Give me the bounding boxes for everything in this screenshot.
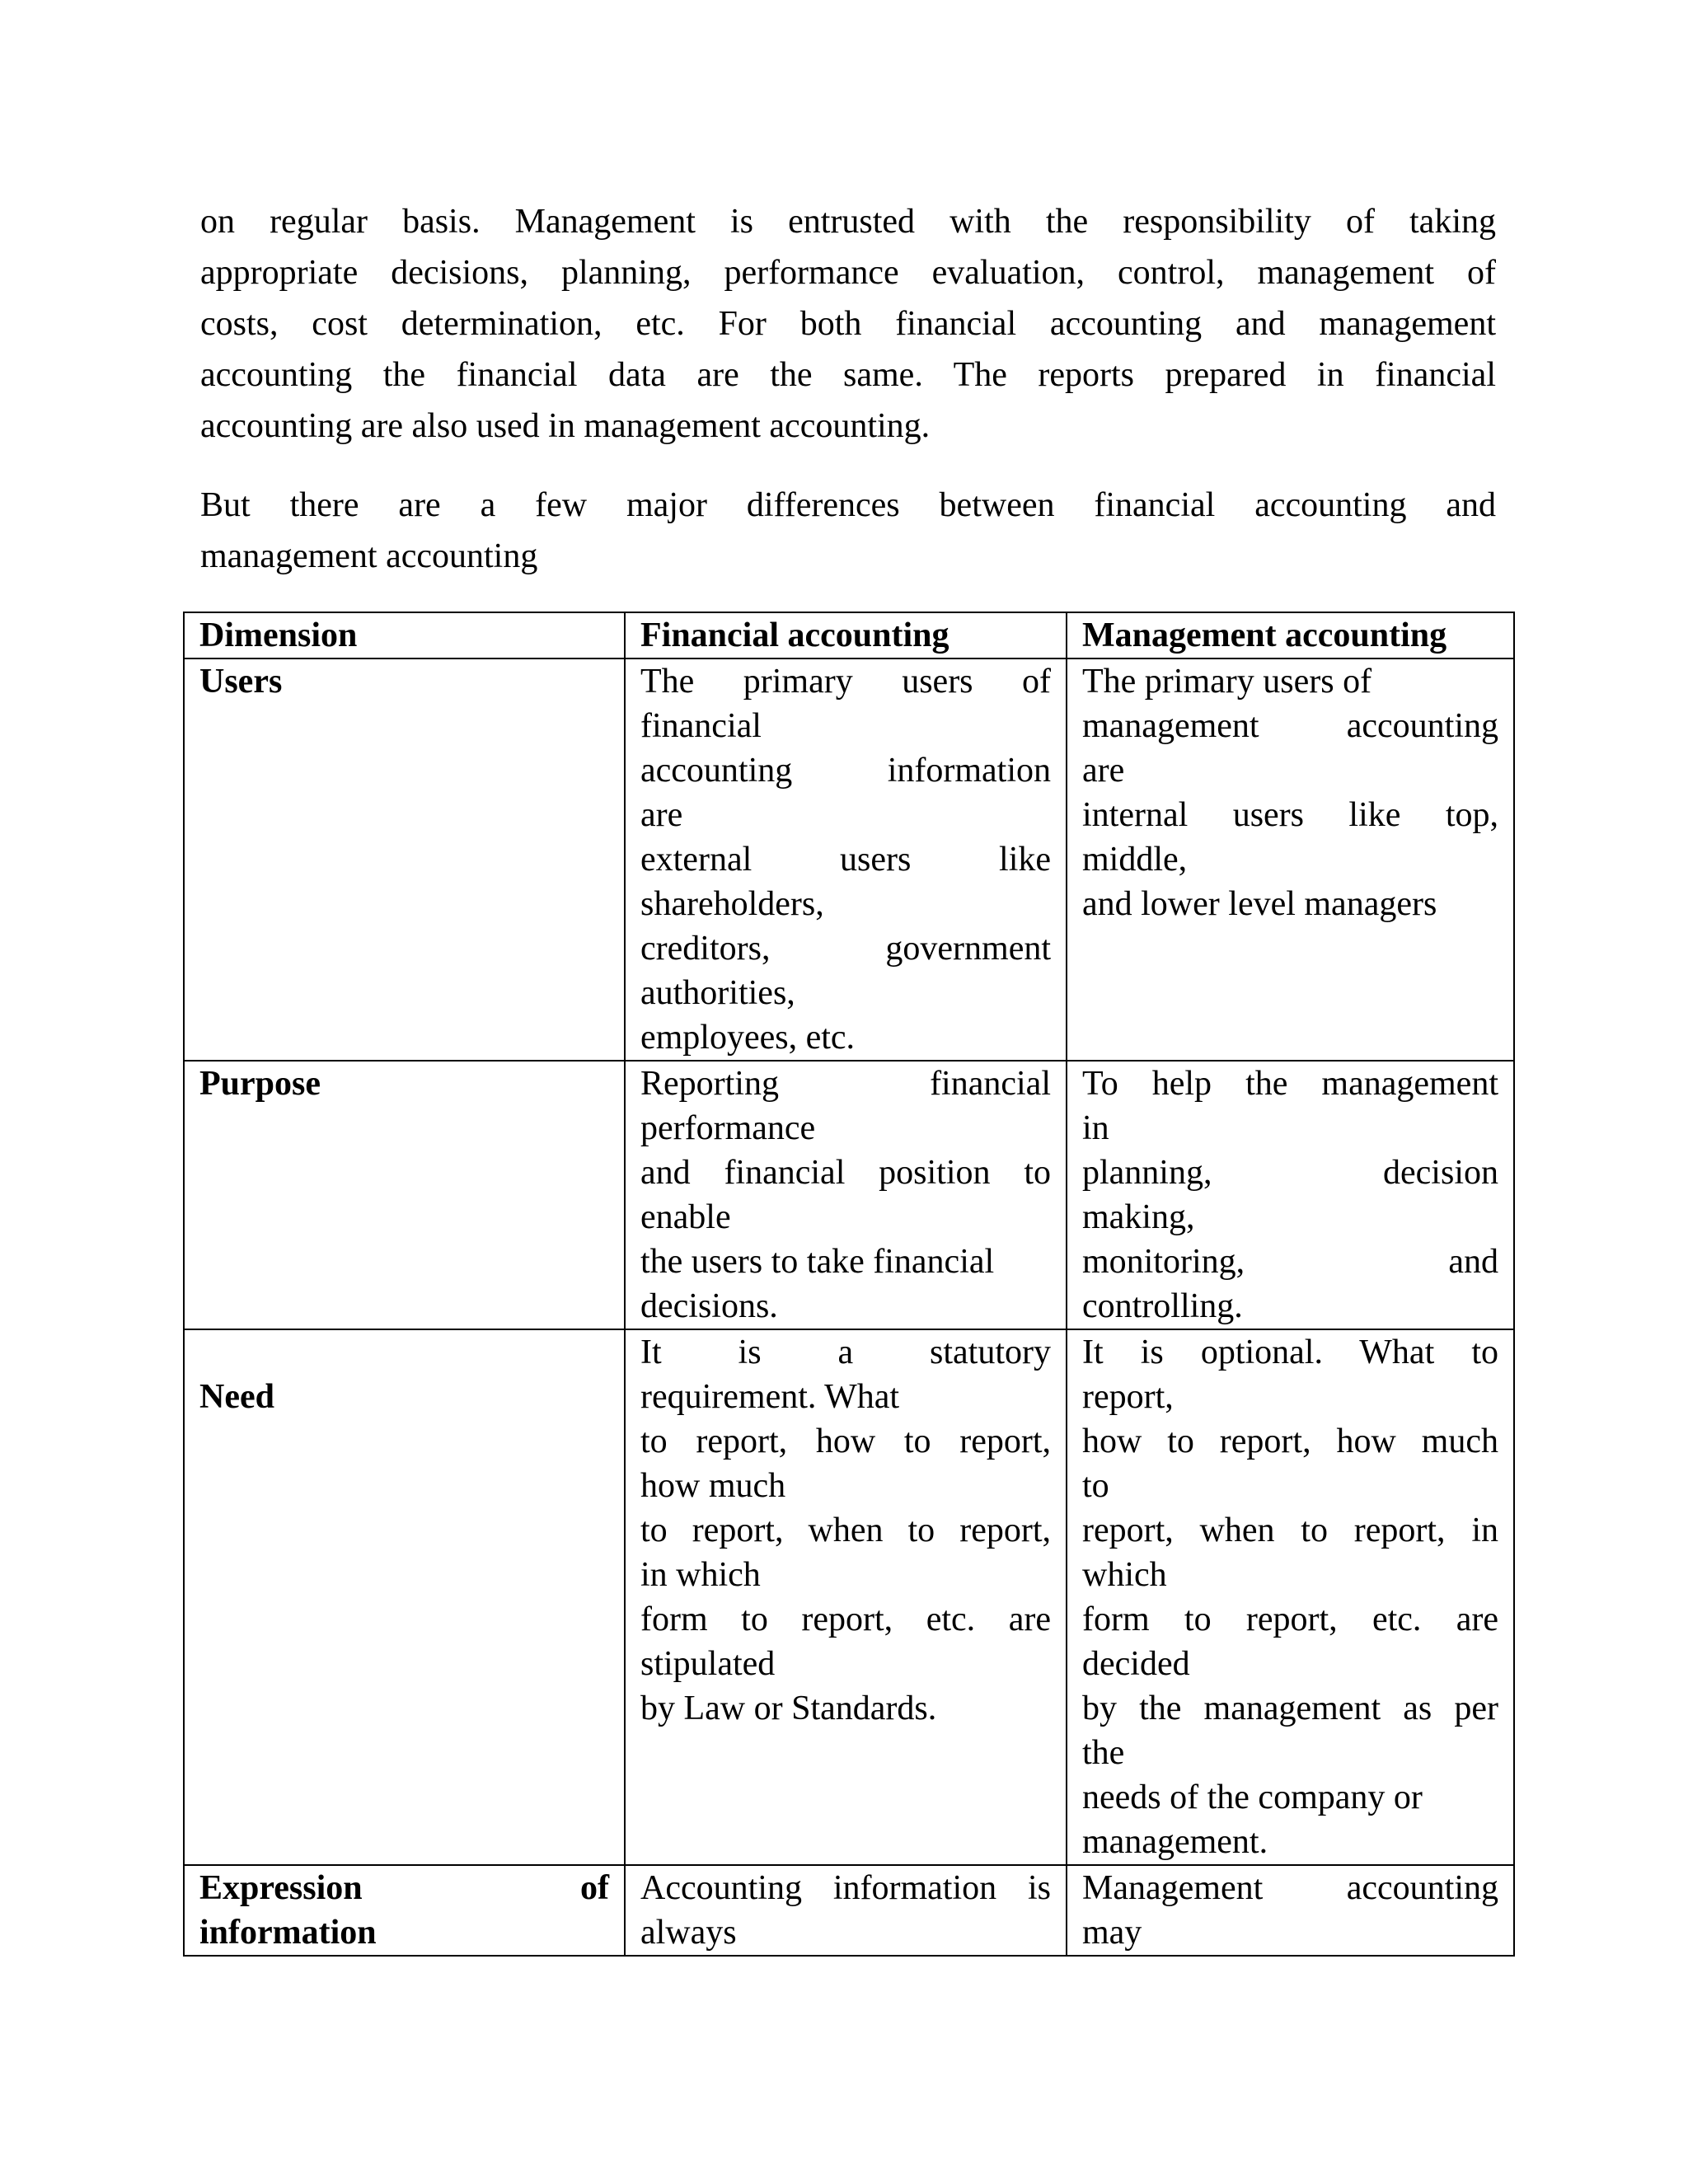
cell-management-expression — [1067, 1865, 1514, 1956]
cell-line: how to report, how much — [1082, 1422, 1498, 1460]
cell-line: may — [1082, 1914, 1142, 1952]
table-row — [184, 1329, 1514, 1865]
cell-line: monitoring, and — [1082, 1243, 1498, 1281]
header-dimension: Dimension — [184, 612, 625, 658]
cell-line: internal users like top, — [1082, 796, 1498, 834]
cell-financial-users — [625, 658, 1067, 1061]
cell-line: shareholders, — [640, 885, 824, 923]
cell-line: making, — [1082, 1198, 1195, 1236]
cell-management-purpose — [1067, 1061, 1514, 1329]
cell-line: Accounting information is — [640, 1869, 1051, 1907]
cell-line: Purpose — [199, 1065, 321, 1103]
cell-line: report, — [1082, 1378, 1174, 1416]
cell-line: performance — [640, 1109, 816, 1147]
cell-line: to — [1082, 1467, 1109, 1505]
text-line: on regular basis. Management is entrusted with the responsibility of taking — [200, 203, 1496, 241]
cell-line: Need — [199, 1378, 274, 1416]
text-line: accounting the financial data are the same. The reports prepared in financial — [200, 356, 1496, 394]
cell-line: controlling. — [1082, 1287, 1243, 1325]
text-line: costs, cost determination, etc. For both financial accounting and management — [200, 305, 1496, 343]
cell-line: stipulated — [640, 1645, 776, 1683]
cell-line: in which — [640, 1556, 761, 1594]
cell-line: requirement. What — [640, 1378, 900, 1416]
cell-line: employees, etc. — [640, 1019, 856, 1057]
cell-line: needs of the company or — [1082, 1779, 1423, 1816]
table-row — [184, 1061, 1514, 1329]
cell-line: by Law or Standards. — [640, 1690, 937, 1727]
cell-line: are — [1082, 752, 1125, 790]
cell-line: the — [1082, 1734, 1125, 1772]
cell-line: in — [1082, 1109, 1109, 1147]
cell-line: authorities, — [640, 974, 795, 1012]
cell-line: financial — [640, 707, 762, 745]
cell-line: to report, when to report, — [640, 1511, 1051, 1549]
row-label-need — [184, 1329, 625, 1865]
text-line: But there are a few major differences between financial accounting and — [200, 486, 1496, 524]
cell-line: form to report, etc. are — [1082, 1601, 1498, 1638]
differences-paragraph — [200, 480, 1496, 582]
cell-line: planning, decision — [1082, 1154, 1498, 1192]
cell-line: Management accounting — [1082, 1869, 1498, 1907]
cell-line: and financial position to — [640, 1154, 1051, 1192]
cell-line: by the management as per — [1082, 1690, 1498, 1727]
text-line: accounting are also used in management accounting. — [200, 407, 931, 445]
cell-line: The primary users of — [1082, 663, 1372, 701]
cell-financial-expression — [625, 1865, 1067, 1956]
cell-line: form to report, etc. are — [640, 1601, 1051, 1638]
cell-line: the users to take financial — [640, 1243, 995, 1281]
cell-line: which — [1082, 1556, 1167, 1594]
cell-financial-purpose — [625, 1061, 1067, 1329]
row-label-purpose — [184, 1061, 625, 1329]
comparison-table — [183, 612, 1515, 1957]
cell-line: It is a statutory — [640, 1333, 1051, 1371]
intro-paragraph — [200, 196, 1496, 452]
cell-line: report, when to report, in — [1082, 1511, 1498, 1549]
cell-line: always — [640, 1914, 737, 1952]
cell-management-need — [1067, 1329, 1514, 1865]
cell-line: Expression of — [199, 1869, 609, 1907]
text-line: management accounting — [200, 537, 538, 575]
cell-line: creditors, government — [640, 930, 1051, 968]
header-management-accounting: Management accounting — [1067, 612, 1514, 658]
cell-financial-need — [625, 1329, 1067, 1865]
text-line: appropriate decisions, planning, performance evaluation, control, management of — [200, 254, 1496, 292]
cell-line: accounting information — [640, 752, 1051, 790]
cell-line: to report, how to report, — [640, 1422, 1051, 1460]
cell-line: The primary users of — [640, 663, 1051, 701]
header-financial-accounting: Financial accounting — [625, 612, 1067, 658]
table-row — [184, 658, 1514, 1061]
cell-line: decided — [1082, 1645, 1190, 1683]
table-header-row — [184, 612, 1514, 658]
cell-line: information — [199, 1914, 377, 1952]
cell-line: management. — [1082, 1823, 1268, 1861]
row-label-users — [184, 658, 625, 1061]
cell-line: how much — [640, 1467, 786, 1505]
cell-line: are — [640, 796, 683, 834]
cell-line: external users like — [640, 841, 1051, 879]
cell-line: decisions. — [640, 1287, 778, 1325]
cell-line: management accounting — [1082, 707, 1498, 745]
cell-line: To help the management — [1082, 1065, 1498, 1103]
cell-line: and lower level managers — [1082, 885, 1437, 923]
cell-line: Users — [199, 663, 283, 701]
cell-line: It is optional. What to — [1082, 1333, 1498, 1371]
cell-line: Reporting financial — [640, 1065, 1051, 1103]
cell-line: enable — [640, 1198, 731, 1236]
table-row — [184, 1865, 1514, 1956]
cell-line: middle, — [1082, 841, 1188, 879]
row-label-expression-of-information — [184, 1865, 625, 1956]
cell-management-users — [1067, 658, 1514, 1061]
